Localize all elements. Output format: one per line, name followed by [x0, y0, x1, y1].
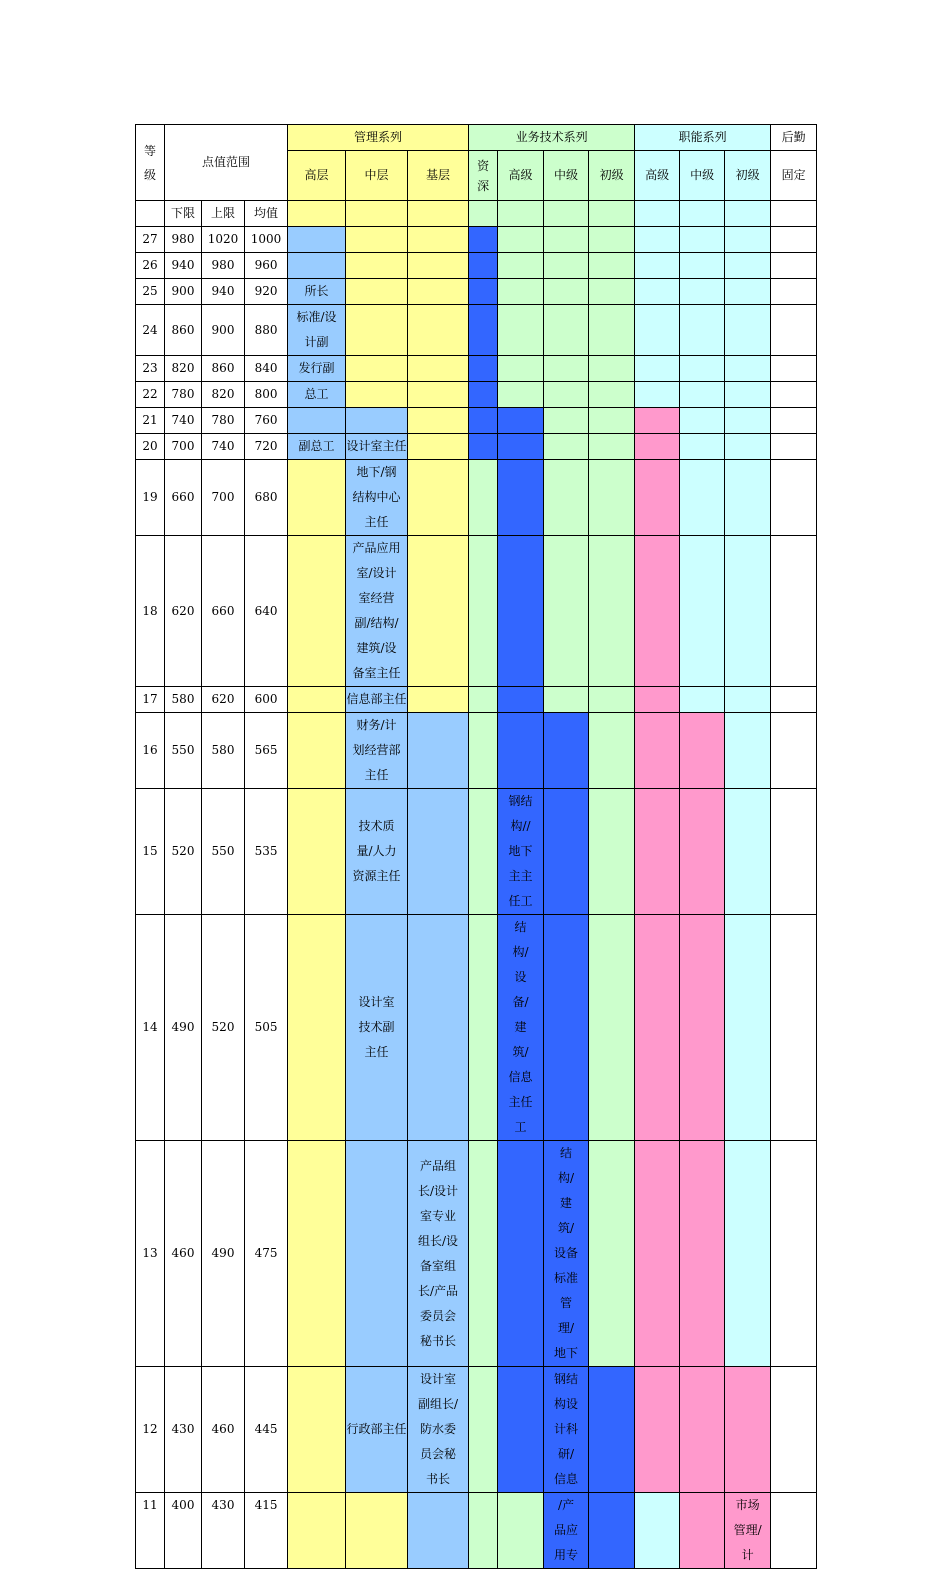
- lower-cell: 900: [165, 279, 202, 305]
- upper-header: 上限: [202, 201, 245, 227]
- grade-cell: 16: [136, 713, 165, 789]
- table-row: [136, 460, 817, 536]
- upper-cell: 430: [202, 1493, 245, 1569]
- position-cell: 设计室技术副主任: [346, 915, 408, 1141]
- position-cell: 设计室副组长/防水委员会秘书长: [408, 1367, 469, 1493]
- table-row: [136, 1493, 817, 1569]
- upper-cell: 620: [202, 687, 245, 713]
- avg-cell: 505: [245, 915, 288, 1141]
- table-row: [136, 687, 817, 713]
- grade-structure-table: [135, 124, 817, 1569]
- upper-cell: 860: [202, 356, 245, 382]
- avg-cell: 475: [245, 1141, 288, 1367]
- table-row: [136, 408, 817, 434]
- tech-series-header: 业务技术系列: [469, 125, 635, 151]
- position-cell: 信息部主任: [346, 687, 408, 713]
- position-cell: 发行副: [288, 356, 346, 382]
- grade-header: 等级: [136, 125, 165, 201]
- lower-cell: 820: [165, 356, 202, 382]
- mgmt-high-header: 高层: [288, 151, 346, 201]
- upper-cell: 700: [202, 460, 245, 536]
- avg-cell: 680: [245, 460, 288, 536]
- position-cell: 技术质量/人力资源主任: [346, 789, 408, 915]
- grade-header-blank: [136, 201, 165, 227]
- upper-cell: 820: [202, 382, 245, 408]
- mgmt-base-header: 基层: [408, 151, 469, 201]
- avg-cell: 880: [245, 305, 288, 356]
- avg-cell: 600: [245, 687, 288, 713]
- avg-cell: 640: [245, 536, 288, 687]
- position-cell: 钢结构设计科研/信息: [544, 1367, 589, 1493]
- table-row: [136, 253, 817, 279]
- table-row: [136, 713, 817, 789]
- position-cell: /产品应用专: [544, 1493, 589, 1569]
- table-row: [136, 356, 817, 382]
- lower-cell: 980: [165, 227, 202, 253]
- avg-header: 均值: [245, 201, 288, 227]
- position-cell: 设计室主任: [346, 434, 408, 460]
- avg-cell: 760: [245, 408, 288, 434]
- grade-cell: 18: [136, 536, 165, 687]
- grade-cell: 20: [136, 434, 165, 460]
- upper-cell: 490: [202, 1141, 245, 1367]
- grade-cell: 24: [136, 305, 165, 356]
- position-cell: 结构/建筑/设备标准管理/地下: [544, 1141, 589, 1367]
- table-row: [136, 305, 817, 356]
- mgmt-series-header: 管理系列: [288, 125, 469, 151]
- position-cell: 钢结构//地下主主任工: [498, 789, 544, 915]
- lower-cell: 660: [165, 460, 202, 536]
- lower-cell: 860: [165, 305, 202, 356]
- tech-senior-header: 资深: [469, 151, 498, 201]
- upper-cell: 1020: [202, 227, 245, 253]
- avg-cell: 840: [245, 356, 288, 382]
- avg-cell: 535: [245, 789, 288, 915]
- upper-cell: 900: [202, 305, 245, 356]
- logistics-header: 后勤: [771, 125, 817, 151]
- grade-cell: 15: [136, 789, 165, 915]
- lower-header: 下限: [165, 201, 202, 227]
- grade-cell: 25: [136, 279, 165, 305]
- range-header: 点值范围: [165, 125, 288, 201]
- grade-cell: 23: [136, 356, 165, 382]
- grade-cell: 12: [136, 1367, 165, 1493]
- avg-cell: 720: [245, 434, 288, 460]
- table-row: [136, 382, 817, 408]
- upper-cell: 550: [202, 789, 245, 915]
- lower-cell: 430: [165, 1367, 202, 1493]
- table-row: [136, 915, 817, 1141]
- lower-cell: 520: [165, 789, 202, 915]
- grade-cell: 21: [136, 408, 165, 434]
- lower-cell: 460: [165, 1141, 202, 1367]
- table-row: [136, 1141, 817, 1367]
- grade-cell: 19: [136, 460, 165, 536]
- table-row: [136, 536, 817, 687]
- lower-cell: 700: [165, 434, 202, 460]
- position-cell: 地下/钢结构中心主任: [346, 460, 408, 536]
- avg-cell: 1000: [245, 227, 288, 253]
- upper-cell: 660: [202, 536, 245, 687]
- lower-cell: 780: [165, 382, 202, 408]
- upper-cell: 740: [202, 434, 245, 460]
- func-junior-header: 初级: [725, 151, 771, 201]
- position-cell: 财务/计划经营部主任: [346, 713, 408, 789]
- position-cell: 标准/设计副: [288, 305, 346, 356]
- table-row: [136, 279, 817, 305]
- position-cell: 产品组长/设计室专业组长/设备室组长/产品委员会秘书长: [408, 1141, 469, 1367]
- position-cell: 总工: [288, 382, 346, 408]
- avg-cell: 920: [245, 279, 288, 305]
- table-row: [136, 227, 817, 253]
- lower-cell: 580: [165, 687, 202, 713]
- upper-cell: 980: [202, 253, 245, 279]
- position-cell: 结构/设备/建筑/信息主任工: [498, 915, 544, 1141]
- lower-cell: 940: [165, 253, 202, 279]
- avg-cell: 445: [245, 1367, 288, 1493]
- avg-cell: 565: [245, 713, 288, 789]
- func-mid-header: 中级: [680, 151, 725, 201]
- table-row: [136, 1367, 817, 1493]
- logistics-fixed-header: 固定: [771, 151, 817, 201]
- lower-cell: 490: [165, 915, 202, 1141]
- position-cell: 产品应用室/设计室经营副/结构/建筑/设备室主任: [346, 536, 408, 687]
- upper-cell: 460: [202, 1367, 245, 1493]
- upper-cell: 940: [202, 279, 245, 305]
- func-high-header: 高级: [635, 151, 680, 201]
- lower-cell: 400: [165, 1493, 202, 1569]
- mgmt-mid-header: 中层: [346, 151, 408, 201]
- avg-cell: 960: [245, 253, 288, 279]
- position-cell: 副总工: [288, 434, 346, 460]
- tech-mid-header: 中级: [544, 151, 589, 201]
- upper-cell: 780: [202, 408, 245, 434]
- func-series-header: 职能系列: [635, 125, 771, 151]
- position-cell: 市场管理/计: [725, 1493, 771, 1569]
- grade-cell: 27: [136, 227, 165, 253]
- grade-cell: 26: [136, 253, 165, 279]
- position-cell: 行政部主任: [346, 1367, 408, 1493]
- grade-cell: 13: [136, 1141, 165, 1367]
- upper-cell: 520: [202, 915, 245, 1141]
- tech-junior-header: 初级: [589, 151, 635, 201]
- avg-cell: 415: [245, 1493, 288, 1569]
- grade-cell: 17: [136, 687, 165, 713]
- table-row: [136, 789, 817, 915]
- grade-cell: 14: [136, 915, 165, 1141]
- grade-cell: 11: [136, 1493, 165, 1569]
- avg-cell: 800: [245, 382, 288, 408]
- lower-cell: 740: [165, 408, 202, 434]
- grade-cell: 22: [136, 382, 165, 408]
- lower-cell: 550: [165, 713, 202, 789]
- table-row: [136, 434, 817, 460]
- position-cell: 所长: [288, 279, 346, 305]
- lower-cell: 620: [165, 536, 202, 687]
- tech-high-header: 高级: [498, 151, 544, 201]
- upper-cell: 580: [202, 713, 245, 789]
